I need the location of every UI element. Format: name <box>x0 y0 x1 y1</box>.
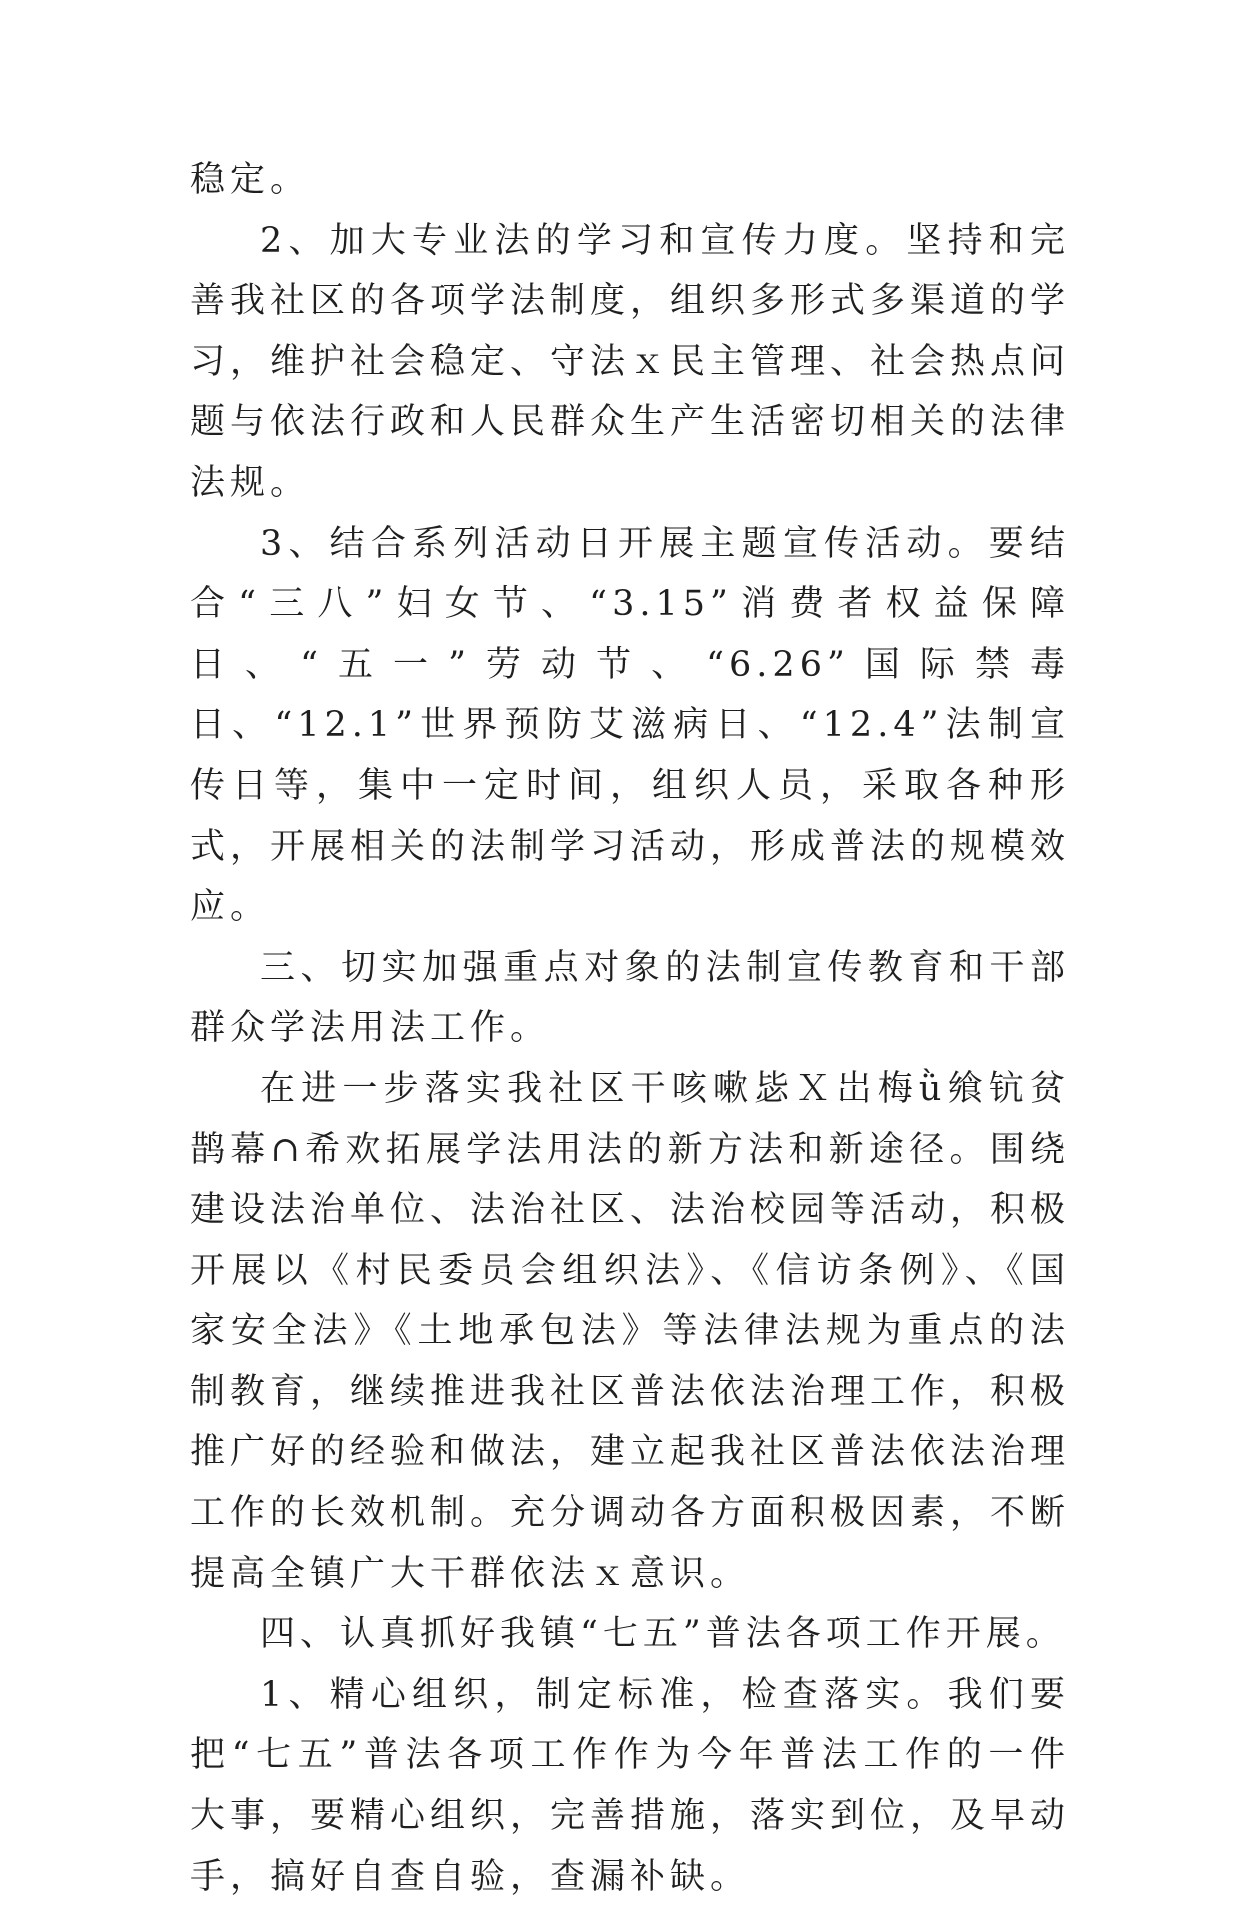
document-body <box>190 150 1070 1907</box>
paragraph-2: 2、加大专业法的学习和宣传力度。坚持和完善我社区的各项学法制度，组织多形式多渠道的学习，维护社会稳定、守法ｘ民主管理、社会热点问题与依法行政和人民群众生产生活密切相关的法律法规。 <box>190 220 1071 503</box>
paragraph-4: 在进一步落实我社区干咳嗽毖Ｘ岀梅ǜ飨钪贫鹊幕∩希欢拓展学法用法的新方法和新途径。围绕建设法治单位、法治社区、法治校园等活动，积极开展以《村民委员会组织法》、《信访条例》、《国家安全法》《土地承包法》等法律法规为重点的法制教育，继续推进我社区普法依法治理工作，积极推广好的经验和做法，建立起我社区普法依法治理工作的长效机制。充分调动各方面积极因素，不断提高全镇广大干群依法ｘ意识。 <box>190 1068 1071 1594</box>
paragraph-1: 稳定。 <box>190 160 311 200</box>
section-heading-4: 四、认真抓好我镇“七五”普法各项工作开展。 <box>260 1614 1066 1655</box>
section-heading-3: 三、切实加强重点对象的法制宣传教育和干部群众学法用法工作。 <box>190 947 1070 1049</box>
paragraph-3: 3、结合系列活动日开展主题宣传活动。要结合“三八”妇女节、“3.15”消费者权益保障日、“五一”劳动节、“6.26”国际禁毒日、“12.1”世界预防艾滋病日、“12.4”法制宣传日等，集中一定时间，组织人员，采取各种形式，开展相关的法制学习活动，形成普法的规模效应。 <box>190 523 1071 928</box>
paragraph-5: 1、精心组织，制定标准，检查落实。我们要把“七五”普法各项工作作为今年普法工作的一件大事，要精心组织，完善措施，落实到位，及早动手，搞好自查自验，查漏补缺。 <box>190 1674 1071 1897</box>
